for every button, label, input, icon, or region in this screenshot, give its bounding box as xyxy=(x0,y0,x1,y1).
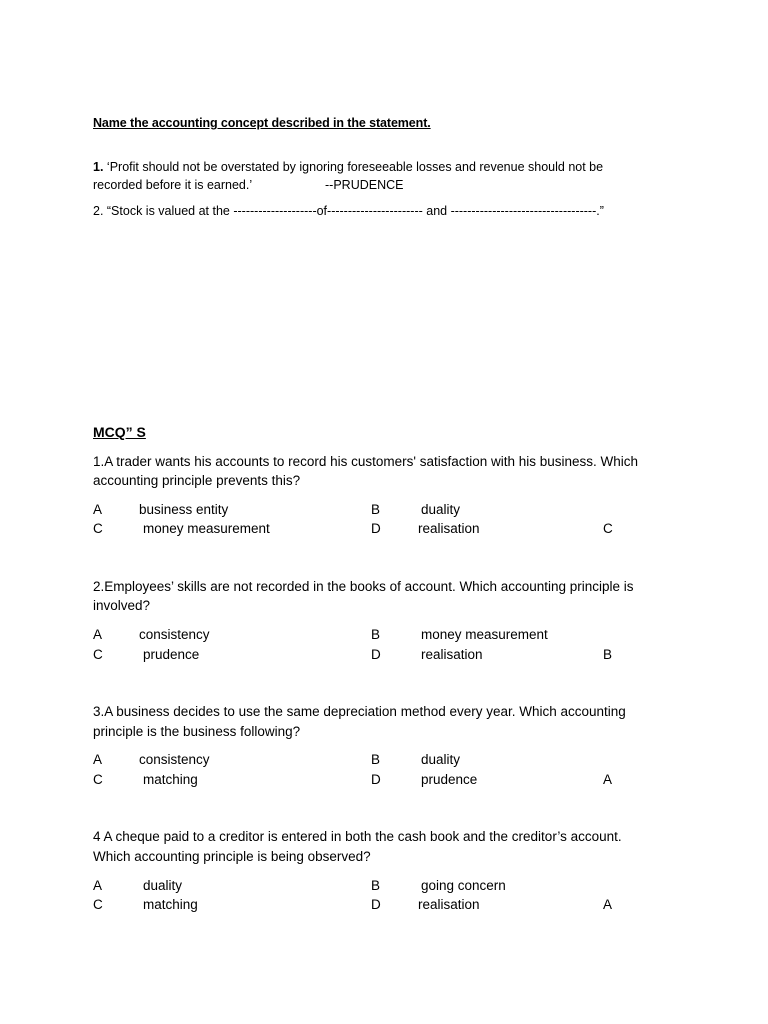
mcq-1-option-c-letter: C xyxy=(93,521,103,536)
question-2-fill-blank: 2. “Stock is valued at the --------------------of----------------------- and -----------------------------------.” xyxy=(93,204,604,218)
question-1-line-1 xyxy=(93,160,603,174)
mcq-1-option-d: realisation xyxy=(418,521,480,536)
mcq-3-option-d: prudence xyxy=(421,772,478,787)
mcq-3-option-d-letter: D xyxy=(371,772,381,787)
mcq-1-answer: C xyxy=(603,521,613,536)
mcq-3-question-line-2: principle is the business following? xyxy=(93,724,301,739)
mcq-2-option-d: realisation xyxy=(421,647,483,662)
mcq-3-option-b-letter: B xyxy=(371,752,381,767)
question-1-number: 1. xyxy=(93,160,104,174)
mcq-1-option-a-letter: A xyxy=(93,502,103,517)
mcq-4-option-b-letter: B xyxy=(371,878,381,893)
section-heading: Name the accounting concept described in the statement. xyxy=(93,116,431,130)
mcq-2-option-d-letter: D xyxy=(371,647,381,662)
mcq-2-option-b-letter: B xyxy=(371,627,381,642)
mcq-3-question-line-1: 3.A business decides to use the same depreciation method every year. Which accounting xyxy=(93,704,626,719)
mcq-3-option-b: duality xyxy=(421,752,461,767)
mcq-1-option-b-letter: B xyxy=(371,502,381,517)
mcq-1-option-a: business entity xyxy=(139,502,229,517)
mcq-4-option-a-letter: A xyxy=(93,878,103,893)
question-1-text: ‘Profit should not be overstated by ignoring foreseeable losses and revenue should not be xyxy=(103,160,604,174)
mcq-3-option-c: matching xyxy=(143,772,198,787)
mcq-4-option-a: duality xyxy=(143,878,183,893)
mcq-1-option-d-letter: D xyxy=(371,521,381,536)
mcq-2-option-c: prudence xyxy=(143,647,200,662)
mcq-4-option-d: realisation xyxy=(418,897,480,912)
mcq-4-answer: A xyxy=(603,897,613,912)
question-1-line-2: recorded before it is earned.’ xyxy=(93,178,253,192)
question-1-answer: --PRUDENCE xyxy=(325,178,404,192)
mcq-4-option-b: going concern xyxy=(421,878,506,893)
mcq-3-option-c-letter: C xyxy=(93,772,103,787)
mcq-2-answer: B xyxy=(603,647,613,662)
mcq-2-option-a: consistency xyxy=(139,627,210,642)
mcq-3-answer: A xyxy=(603,772,613,787)
mcq-2-option-a-letter: A xyxy=(93,627,103,642)
mcq-4-question-line-2: Which accounting principle is being observed? xyxy=(93,849,371,864)
mcq-4-option-c: matching xyxy=(143,897,198,912)
mcq-1-option-c: money measurement xyxy=(143,521,270,536)
mcq-2-question-line-1: 2.Employees’ skills are not recorded in the books of account. Which accounting principle is xyxy=(93,579,634,594)
mcq-3-option-a-letter: A xyxy=(93,752,103,767)
mcq-2-option-b: money measurement xyxy=(421,627,548,642)
mcq-2-option-c-letter: C xyxy=(93,647,103,662)
mcq-4-option-c-letter: C xyxy=(93,897,103,912)
mcq-1-option-b: duality xyxy=(421,502,461,517)
mcq-heading: MCQ” S xyxy=(93,424,146,440)
mcq-4-question-line-1: 4 A cheque paid to a creditor is entered in both the cash book and the creditor’s account. xyxy=(93,829,622,844)
mcq-1-question-line-2: accounting principle prevents this? xyxy=(93,473,301,488)
mcq-3-option-a: consistency xyxy=(139,752,210,767)
mcq-1-question-line-1: 1.A trader wants his accounts to record his customers' satisfaction with his business. Which xyxy=(93,454,639,469)
mcq-4-option-d-letter: D xyxy=(371,897,381,912)
mcq-2-question-line-2: involved? xyxy=(93,598,151,613)
